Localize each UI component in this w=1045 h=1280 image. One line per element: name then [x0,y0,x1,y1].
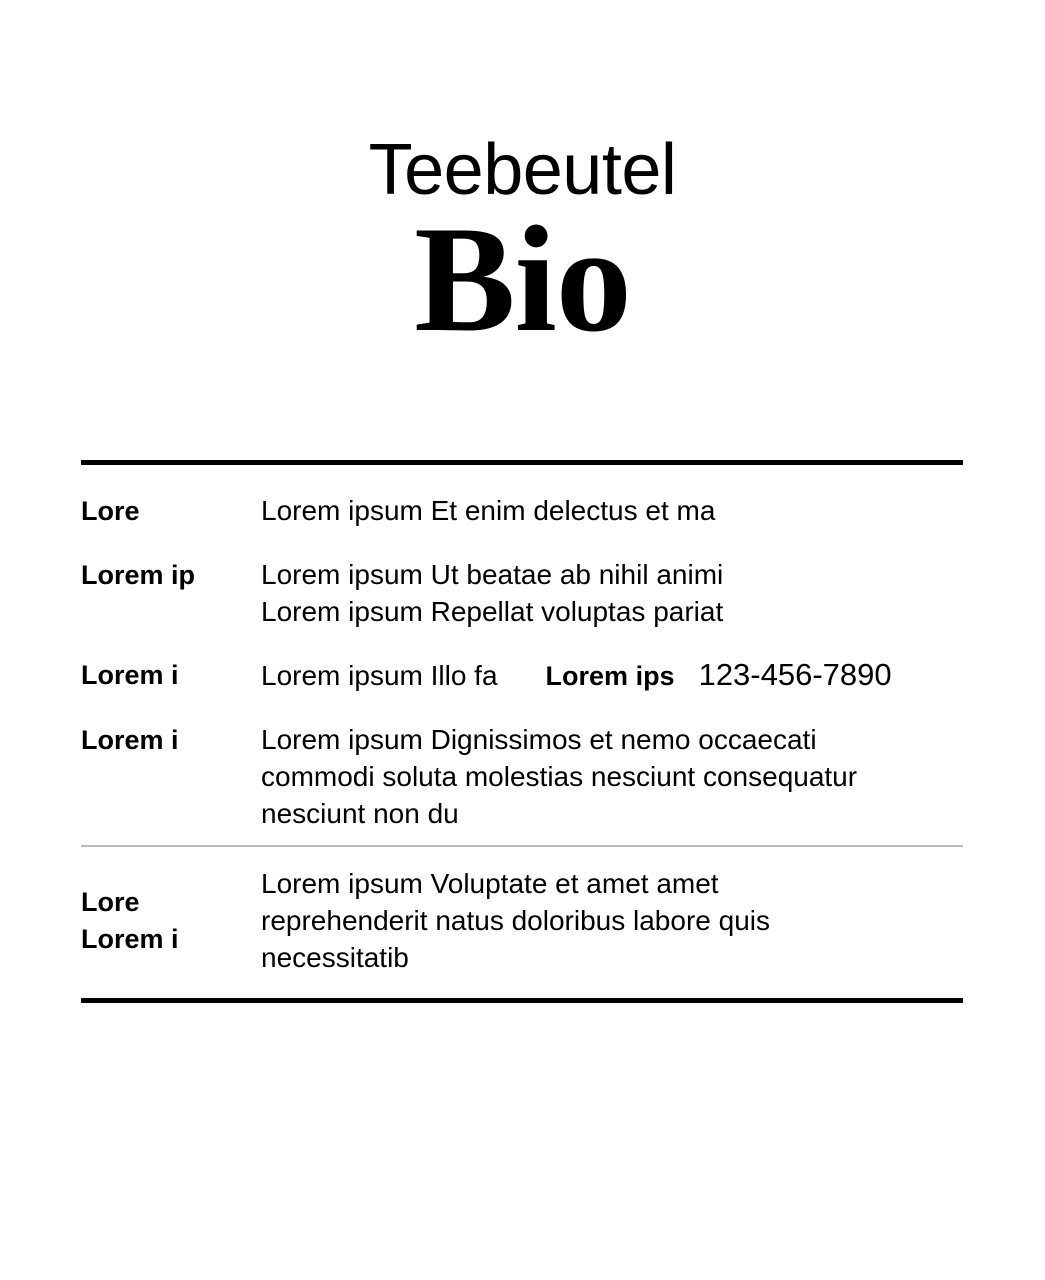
row-label-line: Lore [81,496,140,526]
row-value [261,721,963,832]
row-label-line: Lorem i [81,924,179,954]
brand-subtitle: Bio [414,195,631,363]
row-label [81,656,261,694]
title-block [0,130,1045,363]
table-row [81,479,963,543]
row-value [261,656,963,695]
row-value-line: necessitatib [261,942,409,973]
row-value-line: Lorem ipsum Ut beatae ab nihil animi [261,559,724,590]
phone-number: 123-456-7890 [698,657,892,692]
table-row-contact [81,643,963,708]
row-label [81,492,261,530]
row-value [261,492,963,529]
table-body-main [81,465,963,845]
row-label-line: Lorem i [81,725,179,755]
row-label-line: Lore [81,887,140,917]
row-value-line: Lorem ipsum Illo fa [261,660,498,691]
spec-table [81,460,963,1003]
row-value [261,556,963,630]
row-label-line: Lorem ip [81,560,196,590]
row-label [81,883,261,958]
row-inline-sublabel: Lorem ips [545,661,675,691]
table-body-footer [81,847,963,998]
row-value-line: Lorem ipsum Voluptate et amet amet [261,868,719,899]
row-value-inline-group [261,656,963,695]
table-bottom-rule [81,998,963,1003]
row-value-line: commodi soluta molestias nesciunt consequatur [261,761,858,792]
row-label [81,556,261,594]
brand-name: Teebeutel [368,130,677,210]
table-row [81,708,963,845]
row-label-line: Lorem i [81,660,179,690]
row-value-line: Lorem ipsum Et enim delectus et ma [261,495,716,526]
row-value-line: reprehenderit natus doloribus labore quis [261,905,770,936]
table-row [81,543,963,643]
row-value-line: Lorem ipsum Dignissimos et nemo occaecati [261,724,817,755]
row-label [81,721,261,759]
row-value-line: nesciunt non du [261,798,459,829]
row-value-line: Lorem ipsum Repellat voluptas pariat [261,596,724,627]
row-value [261,865,963,976]
table-row [81,847,963,998]
